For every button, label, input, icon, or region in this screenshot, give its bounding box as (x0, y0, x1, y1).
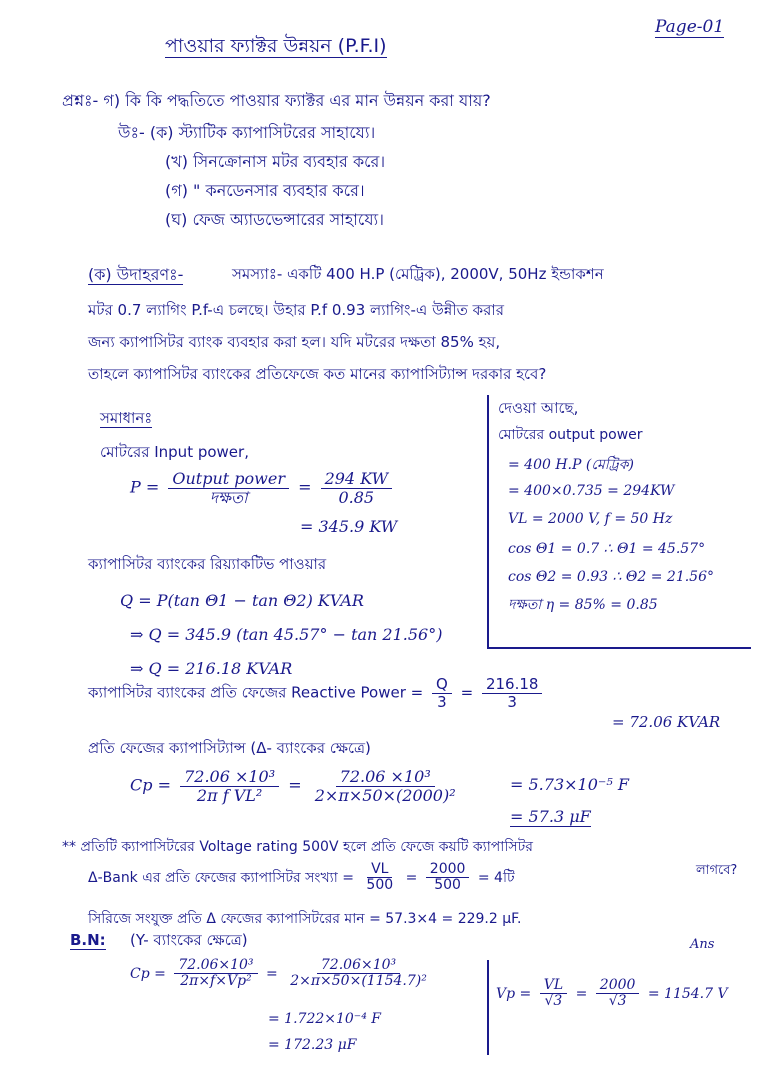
cp-result-1: = 5.73×10⁻⁵ F (510, 775, 629, 794)
p-fraction (168, 470, 289, 506)
vp-fraction (540, 978, 567, 1010)
cp-fraction-2 (311, 768, 460, 804)
question: প্রশ্নঃ- গ) কি কি পদ্ধতিতে পাওয়ার ফ্যাক্টর এর মান উন্নয়ন করা যায়? (62, 91, 491, 110)
cy-numerator-2: 72.06×10³ (317, 958, 400, 974)
delta-bank-count (88, 862, 515, 894)
nb-numerator-2: 2000 (426, 862, 470, 878)
qp-result: = 72.06 KVAR (612, 713, 721, 731)
p-result: = 345.9 KW (300, 517, 398, 536)
cy-fraction-2 (286, 958, 431, 990)
cp-denominator-2: 2×π×50×(2000)² (314, 785, 456, 805)
per-phase-reactive (88, 676, 546, 710)
power-equation (130, 470, 396, 506)
answer-4: (ঘ) ফেজ অ্যাডভেন্সারের সাহায্যে। (165, 210, 384, 229)
vp-numerator: VL (540, 978, 567, 994)
reactive-power-label: ক্যাপাসিটর ব্যাংকের রিয়্যাকটিভ পাওয়ার (88, 555, 327, 573)
cp-equation (130, 768, 464, 804)
vp-equation (496, 978, 728, 1010)
delta-bank-label: Δ-Bank এর প্রতি ফেজের ক্যাপাসিটর সংখ্যা = (88, 869, 354, 886)
qp-equals: = (460, 683, 474, 702)
qp-fraction (432, 676, 452, 710)
cy-result-2: = 172.23 μF (268, 1037, 357, 1053)
vp-equals: = (575, 985, 588, 1002)
answer-1: উঃ- (ক) স্ট্যাটিক ক্যাপাসিটরের সাহায্যে। (118, 123, 376, 142)
qp-fraction-2 (482, 676, 543, 710)
qp-numerator: Q (432, 676, 452, 694)
cp-denominator: 2π f VL² (196, 785, 263, 805)
capacitance-delta-label: প্রতি ফেজের ক্যাপাসিট্যান্স (Δ- ব্যাংকের ক্ষেত্রে) (88, 739, 371, 757)
page-number: Page-01 (655, 17, 725, 37)
cy-lhs: Cp = (130, 965, 166, 982)
y-bank-label: (Y- ব্যাংকের ক্ষেত্রে) (130, 931, 248, 949)
nb-result: = 4টি (477, 869, 515, 886)
p-lhs: P = (130, 477, 160, 497)
note-voltage-rating: ** প্রতিটি ক্যাপাসিটরের Voltage rating 500V হলে প্রতি ফেজে কয়টি ক্যাপাসিটর (62, 839, 533, 855)
cy-denominator: 2π×f×Vp² (180, 973, 252, 990)
cy-result-1: = 1.722×10⁻⁴ F (268, 1011, 381, 1027)
example-label: (ক) উদাহরণঃ- (88, 265, 184, 284)
per-phase-label: ক্যাপাসিটর ব্যাংকের প্রতি ফেজের Reactive Power = (88, 683, 424, 702)
cp-equals: = (288, 775, 302, 795)
cy-fraction (174, 958, 257, 990)
problem-line-4: তাহলে ক্যাপাসিটর ব্যাংকের প্রতিফেজে কত মানের ক্যাপাসিট্যান্স দরকার হবে? (88, 365, 547, 383)
answer-mark: Ans (690, 937, 715, 952)
problem-line-2: মটর 0.7 ল্যাগিং P.f-এ চলছে। উহার P.f 0.93 ল্যাগিং-এ উন্নীত করার (88, 301, 504, 319)
note-voltage-rating-2: লাগবে? (696, 863, 738, 878)
nb-denominator: 500 (366, 877, 394, 894)
cp-fraction (180, 768, 279, 804)
given-line: cos Θ1 = 0.7 ∴ Θ1 = 45.57° (508, 541, 706, 557)
cy-denominator-2: 2×π×50×(1154.7)² (290, 973, 427, 990)
vp-denominator-2: √3 (608, 993, 627, 1010)
cp-numerator: 72.06 ×10³ (180, 768, 279, 787)
p-equals: = (298, 477, 312, 497)
cp-lhs: Cp = (130, 775, 171, 795)
nb-fraction-2 (426, 862, 470, 894)
nb-denominator-2: 500 (434, 877, 461, 894)
given-line: মোটরের output power (498, 427, 643, 443)
qp-denominator: 3 (437, 692, 447, 711)
p-fraction-2 (321, 470, 392, 506)
given-line: VL = 2000 V, f = 50 Hz (508, 511, 673, 527)
given-line: cos Θ2 = 0.93 ∴ Θ2 = 21.56° (508, 569, 714, 585)
nb-numerator: VL (367, 862, 392, 878)
q-formula: Q = P(tan Θ1 − tan Θ2) KVAR (120, 591, 364, 610)
cy-equals: = (266, 965, 278, 982)
cy-equation (130, 958, 435, 990)
q-result: ⇒ Q = 216.18 KVAR (130, 659, 293, 678)
series-capacitance: সিরিজে সংযুক্ত প্রতি Δ ফেজের ক্যাপাসিটরের মান = 57.3×4 = 229.2 μF. (88, 911, 522, 927)
vp-denominator: √3 (544, 993, 563, 1010)
qp-numerator-2: 216.18 (482, 676, 543, 694)
given-line: = 400×0.735 = 294KW (508, 483, 675, 499)
input-power-label: মোটরের Input power, (100, 443, 249, 461)
vp-lhs: Vp = (496, 985, 532, 1002)
p-numerator: Output power (168, 470, 289, 489)
given-heading: দেওয়া আছে, (498, 399, 579, 417)
vp-result: = 1154.7 V (647, 985, 728, 1002)
solution-heading: সমাধানঃ (100, 409, 153, 427)
nb-fraction (362, 862, 397, 894)
page-title: পাওয়ার ফ্যাক্টর উন্নয়ন (P.F.I) (165, 35, 387, 57)
answer-3: (গ) " কনডেনসার ব্যবহার করে। (165, 181, 365, 200)
cy-numerator: 72.06×10³ (174, 958, 257, 974)
p-numerator-2: 294 KW (321, 470, 392, 489)
divider-line (487, 960, 489, 1055)
q-substitution: ⇒ Q = 345.9 (tan 45.57° − tan 21.56°) (130, 625, 443, 644)
vp-fraction-2 (596, 978, 640, 1010)
vp-numerator-2: 2000 (596, 978, 640, 994)
nb-equals: = (405, 869, 418, 886)
given-line: = 400 H.P (মেট্রিক) (508, 457, 634, 473)
qp-denominator-2: 3 (507, 692, 517, 711)
cp-numerator-2: 72.06 ×10³ (336, 768, 435, 787)
nb-label: B.N: (70, 931, 106, 949)
cp-result-2: = 57.3 μF (510, 807, 591, 826)
p-denominator-2: 0.85 (338, 487, 375, 507)
p-denominator: দক্ষতা (209, 487, 248, 507)
answer-2: (খ) সিনক্রোনাস মটর ব্যবহার করে। (165, 152, 386, 171)
given-line: দক্ষতা η = 85% = 0.85 (508, 597, 658, 613)
problem-line-3: জন্য ক্যাপাসিটর ব্যাংক ব্যবহার করা হল। যদি মটরের দক্ষতা 85% হয়, (88, 333, 501, 351)
problem-line-1: সমস্যাঃ- একটি 400 H.P (মেট্রিক), 2000V, 50Hz ইন্ডাকশন (232, 265, 604, 283)
